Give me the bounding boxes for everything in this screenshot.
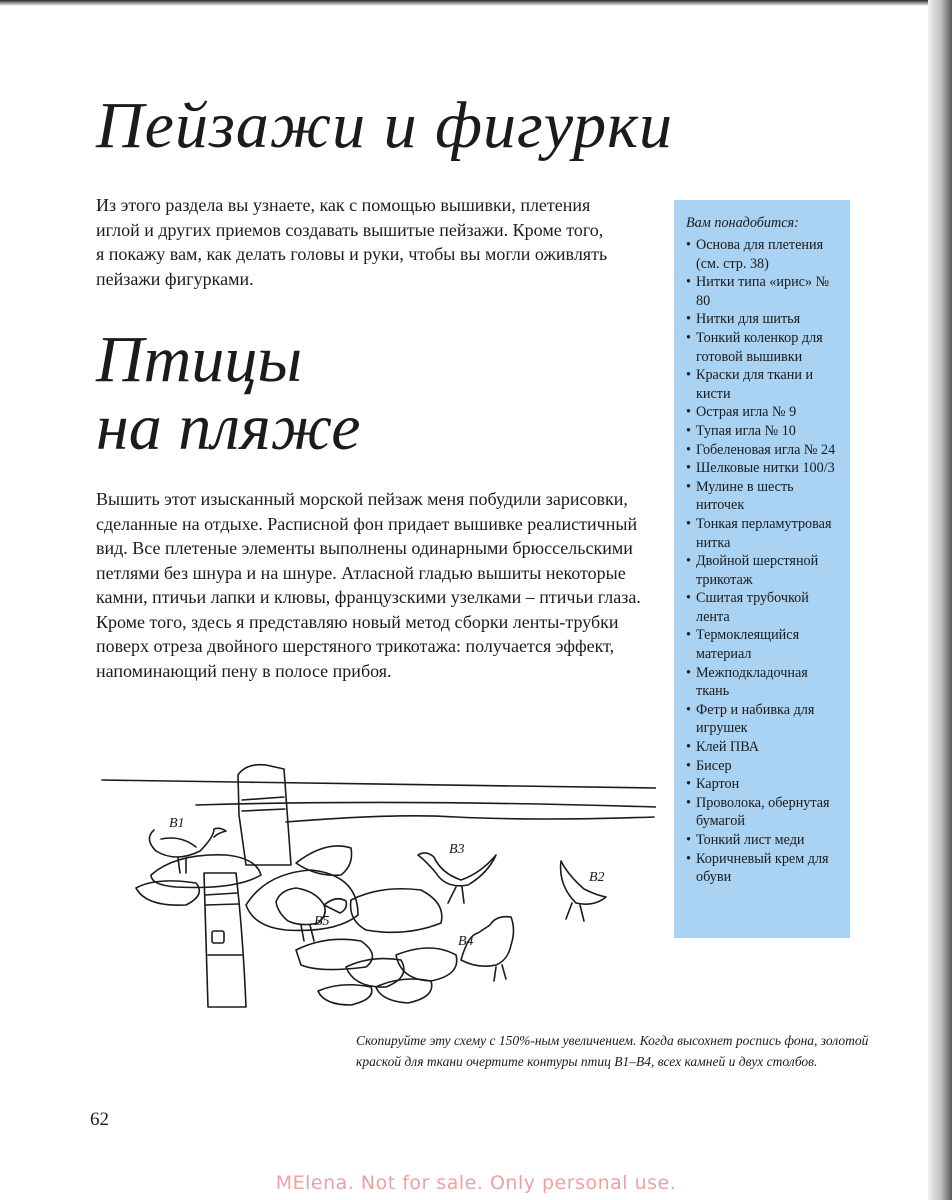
project-title [96, 323, 361, 464]
materials-list-item: • Межподкладочная ткань [686, 664, 842, 701]
bird-b3 [418, 853, 496, 886]
label-b1: B1 [169, 816, 185, 831]
bird-b5-legs [301, 925, 314, 941]
materials-list [686, 236, 842, 887]
bird-b2-legs [566, 903, 584, 921]
project-title-line-1: Птицы [96, 323, 303, 396]
materials-list-item: • Шелковые нитки 100/3 [686, 459, 842, 478]
materials-list-item: • Сшитая трубочкой лента [686, 589, 842, 626]
rock-7 [346, 959, 404, 988]
short-post-plate [212, 931, 224, 943]
materials-list-item: • Гобеленовая игла № 24 [686, 441, 842, 460]
materials-list-item: • Термоклеящийся материал [686, 626, 842, 663]
label-b4: B4 [458, 934, 474, 949]
materials-list-item: • Фетр и набивка для игрушек [686, 701, 842, 738]
materials-list-item: • Двойной шерстяной трикотаж [686, 552, 842, 589]
shore-line [196, 802, 656, 807]
materials-list-item: • Тупая игла № 10 [686, 422, 842, 441]
materials-list-item: • Бисер [686, 757, 842, 776]
page-top-edge [0, 0, 952, 6]
rock-8 [396, 948, 457, 981]
intro-paragraph: Из этого раздела вы узнаете, как с помощью вышивки, плетения иглой и других приемов создавать вышитые пейзажи. Кроме того, я покажу вам, как делать головы и руки, чтобы вы могли оживлять пейзажи фигурками. [96, 195, 608, 289]
materials-list-item: • Картон [686, 775, 842, 794]
bird-b4-legs [494, 965, 506, 981]
materials-list-item: • Клей ПВА [686, 738, 842, 757]
wave-line [286, 816, 654, 822]
label-b5: B5 [314, 914, 330, 929]
rock-2 [136, 881, 199, 905]
rock-3 [246, 870, 358, 930]
watermark-text: MElena. Not for sale. Only personal use. [275, 1172, 677, 1194]
materials-sidebar [674, 200, 850, 938]
project-title-line-2: на пляже [96, 391, 361, 464]
page-number: 62 [90, 1109, 109, 1130]
materials-list-item: • Тонкий коленкор для готовой вышивки [686, 329, 842, 366]
rock-5 [351, 889, 442, 933]
bird-b1-wing [161, 838, 196, 847]
rock-10 [376, 979, 432, 1003]
materials-heading: Вам понадобится: [686, 215, 799, 231]
materials-list-item: • Основа для плетения (см. стр. 38) [686, 236, 842, 273]
short-post-band [205, 893, 242, 955]
rock-9 [318, 985, 372, 1005]
diagram-caption: Скопируйте эту схему с 150%-ным увеличением. Когда высохнет роспись фона, золотой краской для ткани очертите контуры птиц В1–В4, всех камней и двух столбов. [356, 1033, 869, 1069]
bird-b5-head [324, 899, 346, 913]
materials-list-item: • Краски для ткани и кисти [686, 366, 842, 403]
bird-b3-legs [448, 887, 464, 903]
materials-list-item: • Нитки типа «ирис» № 80 [686, 273, 842, 310]
rock-6 [296, 939, 372, 969]
label-b3: B3 [449, 842, 465, 857]
materials-list-item: • Острая игла № 9 [686, 403, 842, 422]
birds-pattern-diagram [96, 755, 656, 1017]
materials-list-item: • Коричневый крем для обуви [686, 850, 842, 887]
rock-1 [151, 855, 261, 888]
materials-list-item: • Нитки для шитья [686, 310, 842, 329]
materials-list-item: • Тонкий лист меди [686, 831, 842, 850]
materials-list-item: • Мулине в шесть ниточек [686, 478, 842, 515]
materials-list-item: • Проволока, обернутая бумагой [686, 794, 842, 831]
project-description: Вышить этот изысканный морской пейзаж меня побудили зарисовки, сделанные на отдыхе. Расписной фон придает вышивке реалистичный вид. Все плетеные элементы выполнены одинарными брюссельскими петлями без шнура и на шнуре. Атласной гладью вышиты некоторые камни, птичьи лапки и клювы, французскими узелками – птичьи глаза. Кроме того, здесь я представляю новый метод сборки ленты-трубки поверх отреза двойного шерстяного трикотажа: получается эффект, напоминающий пену в полосе прибоя. [96, 489, 641, 681]
horizon-line [102, 780, 656, 788]
tall-post [238, 765, 291, 865]
book-gutter-shadow [928, 0, 952, 1200]
label-b2: B2 [589, 870, 605, 885]
materials-list-item: • Тонкая перламутровая нитка [686, 515, 842, 552]
section-title: Пейзажи и фигурки [96, 89, 674, 162]
